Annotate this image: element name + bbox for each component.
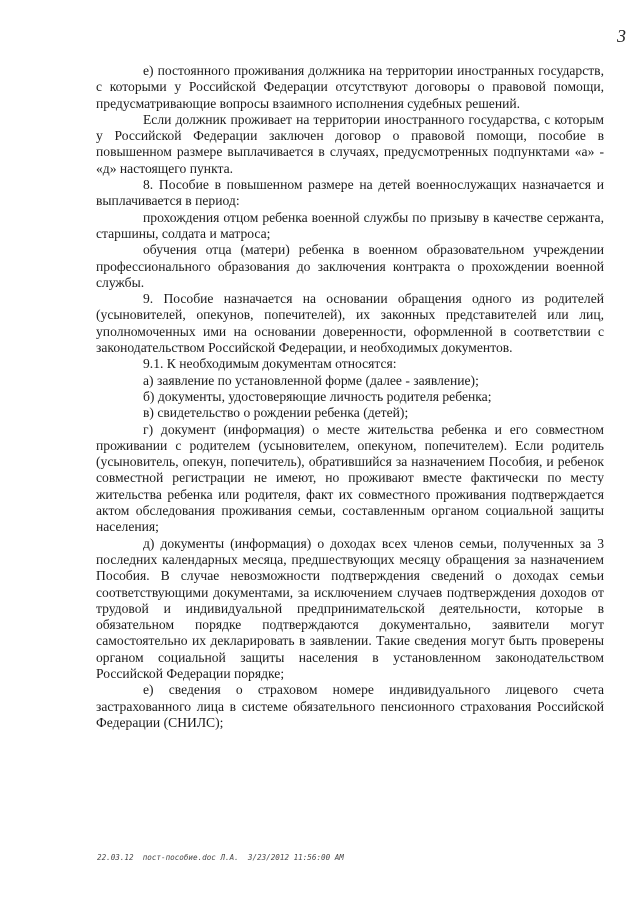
paragraph-conscript-service: прохождения отцом ребенка военной службы по призыву в качестве сержанта, старшины, солдата и матроса; <box>96 209 604 241</box>
list-item-b: б) документы, удостоверяющие личность родителя ребенка; <box>143 388 492 404</box>
list-item-g: г) документ (информация) о месте жительства ребенка и его совместном проживании с родителем (усыновителем, опекуном, попечителем). Если родитель (усыновитель, опекун, попечитель), обратившийся за назначением Пособия, и ребенок совместной регистрации не имеют, но проживают вместе фактически по месту жительства ребенка или родителя, факт их совместного проживания подтверждается актом обследования проживания семьи, составленным органом социальной защиты населения; <box>96 421 604 535</box>
list-item-v: в) свидетельство о рождении ребенка (детей); <box>143 405 409 421</box>
list-item-d: д) документы (информация) о доходах всех членов семьи, полученных за 3 последних календарных месяца, предшествующих месяцу обращения за назначением Пособия. В случае невозможности подтверждения сведений о доходах семьи соответствующими документами, за исключением случаев подтверждения доходов от трудовой и индивидуальной предпринимательской деятельности, которые в обязательном порядке подтверждаются документально, заявители могут самостоятельно их декларировать в заявлении. Такие сведения могут быть проверены органом социальной защиты населения в установленном законодательством Российской Федерации порядке; <box>96 535 604 681</box>
paragraph-9-application: 9. Пособие назначается на основании обращения одного из родителей (усыновителей, опекунов, попечителей), их законных представителей или лиц, уполномоченных ими на основании доверенности, оформленной в соответствии с законодательством Российской Федерации, и необходимых документов. <box>96 291 604 356</box>
paragraph-9-1-documents: 9.1. К необходимым документам относятся: <box>143 356 397 372</box>
paragraph-foreign-treaty: Если должник проживает на территории иностранного государства, с которым у Российской Федерации заключен договор о правовой помощи, пособие в повышенном размере выплачивается в случаях, предусмотренных подпунктами «а» - «д» настоящего пункта. <box>96 111 604 176</box>
paragraph-8-military: 8. Пособие в повышенном размере на детей военнослужащих назначается и выплачивается в период: <box>96 177 604 209</box>
list-item-a: а) заявление по установленной форме (далее - заявление); <box>143 372 479 388</box>
paragraph-e-foreign-residence: е) постоянного проживания должника на территории иностранных государств, с которыми у Российской Федерации отсутствуют договоры о правовой помощи, предусматривающие вопросы взаимного исполнения судебных решений. <box>96 63 604 111</box>
document-body <box>96 63 604 731</box>
page-number: 3 <box>617 26 626 46</box>
document-footer: 22.03.12 пост-пособие.doc Л.А. 3/23/2012 11:56:00 AM <box>97 853 344 862</box>
paragraph-military-education: обучения отца (матери) ребенка в военном образовательном учреждении профессионального образования до заключения контракта о прохождении военной службы. <box>96 242 604 290</box>
list-item-e-snils: е) сведения о страховом номере индивидуального лицевого счета застрахованного лица в системе обязательного пенсионного страхования Российской Федерации (СНИЛС); <box>96 682 604 730</box>
